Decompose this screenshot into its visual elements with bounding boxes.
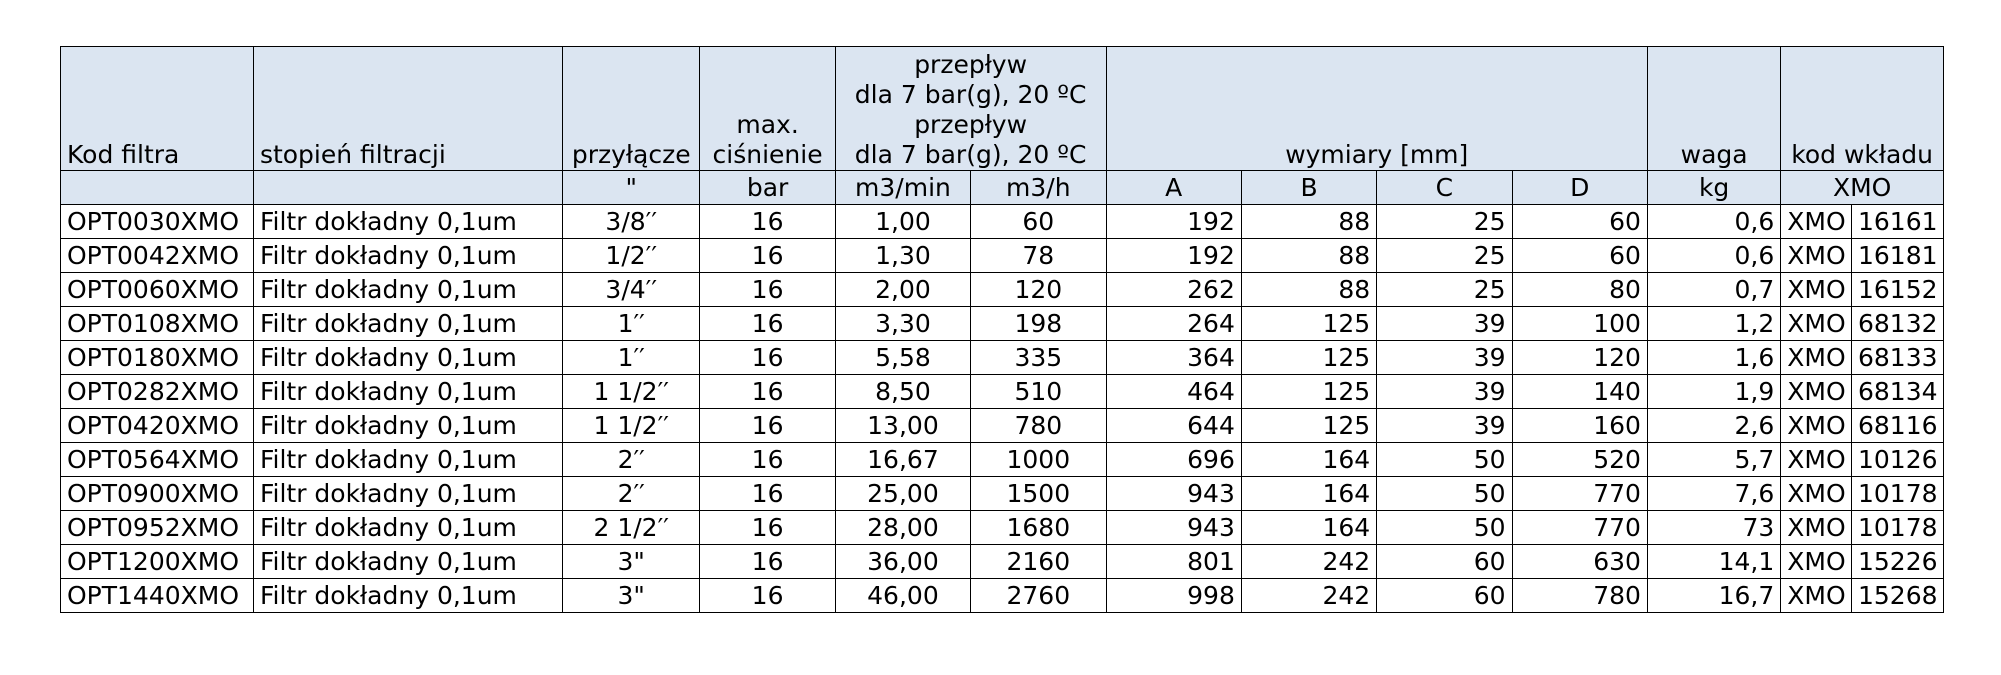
cell-dim-a: 192 [1106,205,1241,239]
cell-wklad-typ: XMO [1781,443,1852,477]
cell-dim-d: 630 [1512,545,1647,579]
cell-przylacze: 3/8′′ [563,205,700,239]
cell-dim-b: 88 [1241,273,1376,307]
table-row [61,205,1944,239]
cell-wklad-typ: XMO [1781,579,1852,613]
cell-wklad-nr: 10126 [1852,443,1944,477]
cell-dim-d: 770 [1512,477,1647,511]
cell-przeplyw-m3h: 2160 [971,545,1106,579]
cell-przeplyw-m3min: 36,00 [835,545,970,579]
cell-dim-b: 125 [1241,375,1376,409]
cell-dim-c: 50 [1377,477,1512,511]
cell-przeplyw-m3min: 25,00 [835,477,970,511]
cell-dim-d: 520 [1512,443,1647,477]
cell-waga: 1,2 [1647,307,1780,341]
cell-stopien-filtracji: Filtr dokładny 0,1um [253,307,562,341]
cell-dim-c: 50 [1377,511,1512,545]
col-header-przeplyw-line4: dla 7 bar(g), 20 ºC [854,140,1087,169]
cell-przylacze: 1 1/2′′ [563,375,700,409]
filter-spec-table [60,46,1944,613]
cell-przeplyw-m3min: 16,67 [835,443,970,477]
cell-stopien-filtracji: Filtr dokładny 0,1um [253,511,562,545]
unit-kod-filtra [61,171,254,205]
unit-przylacze: " [563,171,700,205]
cell-wklad-nr: 10178 [1852,511,1944,545]
cell-max-cisnienie: 16 [700,477,835,511]
cell-przeplyw-m3min: 1,00 [835,205,970,239]
cell-wklad-typ: XMO [1781,307,1852,341]
cell-max-cisnienie: 16 [700,239,835,273]
cell-przeplyw-m3h: 1500 [971,477,1106,511]
cell-dim-a: 264 [1106,307,1241,341]
cell-wklad-typ: XMO [1781,511,1852,545]
cell-dim-d: 60 [1512,239,1647,273]
cell-przylacze: 3" [563,545,700,579]
col-header-stopien-filtracji: stopień filtracji [253,47,562,171]
cell-dim-c: 25 [1377,273,1512,307]
cell-dim-a: 262 [1106,273,1241,307]
cell-kod-filtra: OPT0420XMO [61,409,254,443]
cell-przylacze: 1′′ [563,307,700,341]
cell-przylacze: 1/2′′ [563,239,700,273]
cell-przeplyw-m3min: 3,30 [835,307,970,341]
cell-kod-filtra: OPT0030XMO [61,205,254,239]
cell-kod-filtra: OPT0042XMO [61,239,254,273]
col-header-wymiary: wymiary [mm] [1106,47,1647,171]
cell-dim-a: 998 [1106,579,1241,613]
unit-dim-c: C [1377,171,1512,205]
cell-dim-a: 192 [1106,239,1241,273]
cell-dim-c: 25 [1377,239,1512,273]
cell-max-cisnienie: 16 [700,307,835,341]
unit-stopien [253,171,562,205]
cell-przeplyw-m3h: 510 [971,375,1106,409]
cell-przylacze: 2′′ [563,443,700,477]
cell-przylacze: 1 1/2′′ [563,409,700,443]
unit-wklad: XMO [1781,171,1944,205]
cell-stopien-filtracji: Filtr dokładny 0,1um [253,273,562,307]
cell-stopien-filtracji: Filtr dokładny 0,1um [253,375,562,409]
cell-waga: 16,7 [1647,579,1780,613]
table-row [61,443,1944,477]
cell-wklad-typ: XMO [1781,273,1852,307]
cell-dim-b: 88 [1241,239,1376,273]
cell-waga: 14,1 [1647,545,1780,579]
cell-kod-filtra: OPT0564XMO [61,443,254,477]
cell-max-cisnienie: 16 [700,545,835,579]
cell-dim-d: 60 [1512,205,1647,239]
cell-waga: 73 [1647,511,1780,545]
cell-dim-a: 943 [1106,511,1241,545]
cell-dim-c: 39 [1377,375,1512,409]
cell-wklad-nr: 68133 [1852,341,1944,375]
cell-przeplyw-m3h: 78 [971,239,1106,273]
col-header-przeplyw [835,47,1106,171]
cell-kod-filtra: OPT0952XMO [61,511,254,545]
cell-max-cisnienie: 16 [700,205,835,239]
cell-przeplyw-m3h: 198 [971,307,1106,341]
cell-dim-b: 125 [1241,409,1376,443]
table-row [61,545,1944,579]
cell-wklad-typ: XMO [1781,375,1852,409]
cell-dim-c: 39 [1377,307,1512,341]
cell-przylacze: 3" [563,579,700,613]
cell-przeplyw-m3h: 335 [971,341,1106,375]
cell-max-cisnienie: 16 [700,443,835,477]
col-header-kod-filtra: Kod filtra [61,47,254,171]
cell-stopien-filtracji: Filtr dokładny 0,1um [253,409,562,443]
table-row [61,409,1944,443]
cell-przeplyw-m3min: 8,50 [835,375,970,409]
units-row [61,171,1944,205]
cell-dim-a: 943 [1106,477,1241,511]
cell-max-cisnienie: 16 [700,273,835,307]
cell-waga: 0,6 [1647,239,1780,273]
cell-dim-d: 780 [1512,579,1647,613]
cell-dim-d: 160 [1512,409,1647,443]
cell-dim-c: 60 [1377,579,1512,613]
cell-kod-filtra: OPT1440XMO [61,579,254,613]
cell-wklad-nr: 68116 [1852,409,1944,443]
table-row [61,579,1944,613]
cell-dim-b: 242 [1241,579,1376,613]
cell-wklad-nr: 16161 [1852,205,1944,239]
cell-stopien-filtracji: Filtr dokładny 0,1um [253,477,562,511]
unit-m3min: m3/min [835,171,970,205]
cell-dim-c: 25 [1377,205,1512,239]
cell-przeplyw-m3min: 46,00 [835,579,970,613]
unit-waga: kg [1647,171,1780,205]
cell-wklad-nr: 16152 [1852,273,1944,307]
cell-przeplyw-m3min: 1,30 [835,239,970,273]
col-header-przylacze: przyłącze [563,47,700,171]
cell-dim-b: 164 [1241,477,1376,511]
col-header-przeplyw-line2: dla 7 bar(g), 20 ºC [854,80,1087,109]
cell-max-cisnienie: 16 [700,511,835,545]
cell-dim-d: 80 [1512,273,1647,307]
table-row [61,477,1944,511]
cell-dim-d: 770 [1512,511,1647,545]
cell-przeplyw-m3h: 1000 [971,443,1106,477]
cell-kod-filtra: OPT0282XMO [61,375,254,409]
cell-wklad-typ: XMO [1781,341,1852,375]
table-body [61,205,1944,613]
cell-stopien-filtracji: Filtr dokładny 0,1um [253,341,562,375]
cell-przeplyw-m3min: 2,00 [835,273,970,307]
cell-wklad-typ: XMO [1781,239,1852,273]
cell-max-cisnienie: 16 [700,375,835,409]
cell-dim-c: 39 [1377,341,1512,375]
cell-przeplyw-m3min: 13,00 [835,409,970,443]
cell-stopien-filtracji: Filtr dokładny 0,1um [253,545,562,579]
cell-dim-b: 125 [1241,307,1376,341]
cell-przeplyw-m3h: 1680 [971,511,1106,545]
cell-przeplyw-m3h: 120 [971,273,1106,307]
cell-przylacze: 2 1/2′′ [563,511,700,545]
table-row [61,239,1944,273]
cell-waga: 5,7 [1647,443,1780,477]
cell-dim-b: 125 [1241,341,1376,375]
cell-stopien-filtracji: Filtr dokładny 0,1um [253,239,562,273]
cell-dim-c: 60 [1377,545,1512,579]
cell-wklad-typ: XMO [1781,409,1852,443]
col-header-przeplyw-line1: przepływ [914,50,1028,79]
table-row [61,273,1944,307]
cell-kod-filtra: OPT1200XMO [61,545,254,579]
unit-dim-d: D [1512,171,1647,205]
cell-waga: 0,6 [1647,205,1780,239]
cell-dim-c: 39 [1377,409,1512,443]
cell-waga: 1,6 [1647,341,1780,375]
cell-przeplyw-m3min: 28,00 [835,511,970,545]
cell-kod-filtra: OPT0108XMO [61,307,254,341]
unit-dim-b: B [1241,171,1376,205]
cell-stopien-filtracji: Filtr dokładny 0,1um [253,579,562,613]
cell-wklad-typ: XMO [1781,477,1852,511]
table-row [61,341,1944,375]
cell-kod-filtra: OPT0180XMO [61,341,254,375]
cell-waga: 7,6 [1647,477,1780,511]
cell-waga: 1,9 [1647,375,1780,409]
unit-dim-a: A [1106,171,1241,205]
cell-max-cisnienie: 16 [700,341,835,375]
cell-dim-c: 50 [1377,443,1512,477]
col-header-max-cisnienie [700,47,835,171]
cell-dim-d: 140 [1512,375,1647,409]
col-header-kod-wkladu: kod wkładu [1781,47,1944,171]
unit-m3h: m3/h [971,171,1106,205]
table-row [61,511,1944,545]
cell-dim-d: 120 [1512,341,1647,375]
cell-dim-a: 364 [1106,341,1241,375]
unit-cisnienie: bar [700,171,835,205]
cell-kod-filtra: OPT0060XMO [61,273,254,307]
cell-dim-d: 100 [1512,307,1647,341]
cell-wklad-nr: 15226 [1852,545,1944,579]
cell-dim-b: 164 [1241,511,1376,545]
cell-stopien-filtracji: Filtr dokładny 0,1um [253,205,562,239]
cell-stopien-filtracji: Filtr dokładny 0,1um [253,443,562,477]
col-header-przeplyw-line3: przepływ [914,110,1028,139]
cell-dim-b: 164 [1241,443,1376,477]
cell-przeplyw-m3min: 5,58 [835,341,970,375]
cell-wklad-nr: 68134 [1852,375,1944,409]
cell-dim-a: 464 [1106,375,1241,409]
cell-wklad-typ: XMO [1781,545,1852,579]
cell-max-cisnienie: 16 [700,409,835,443]
filter-spec-table-container [60,46,1944,613]
cell-max-cisnienie: 16 [700,579,835,613]
cell-waga: 0,7 [1647,273,1780,307]
cell-przeplyw-m3h: 60 [971,205,1106,239]
header-row [61,47,1944,171]
cell-kod-filtra: OPT0900XMO [61,477,254,511]
cell-przeplyw-m3h: 780 [971,409,1106,443]
cell-wklad-nr: 10178 [1852,477,1944,511]
col-header-max-cisnienie-line2: ciśnienie [712,140,823,169]
cell-dim-a: 644 [1106,409,1241,443]
cell-wklad-nr: 16181 [1852,239,1944,273]
cell-przylacze: 1′′ [563,341,700,375]
cell-przeplyw-m3h: 2760 [971,579,1106,613]
cell-wklad-nr: 15268 [1852,579,1944,613]
cell-waga: 2,6 [1647,409,1780,443]
cell-dim-b: 242 [1241,545,1376,579]
cell-dim-b: 88 [1241,205,1376,239]
col-header-waga: waga [1647,47,1780,171]
cell-dim-a: 696 [1106,443,1241,477]
cell-przylacze: 2′′ [563,477,700,511]
cell-przylacze: 3/4′′ [563,273,700,307]
table-row [61,375,1944,409]
table-row [61,307,1944,341]
cell-dim-a: 801 [1106,545,1241,579]
cell-wklad-typ: XMO [1781,205,1852,239]
cell-wklad-nr: 68132 [1852,307,1944,341]
col-header-max-cisnienie-line1: max. [736,110,799,139]
